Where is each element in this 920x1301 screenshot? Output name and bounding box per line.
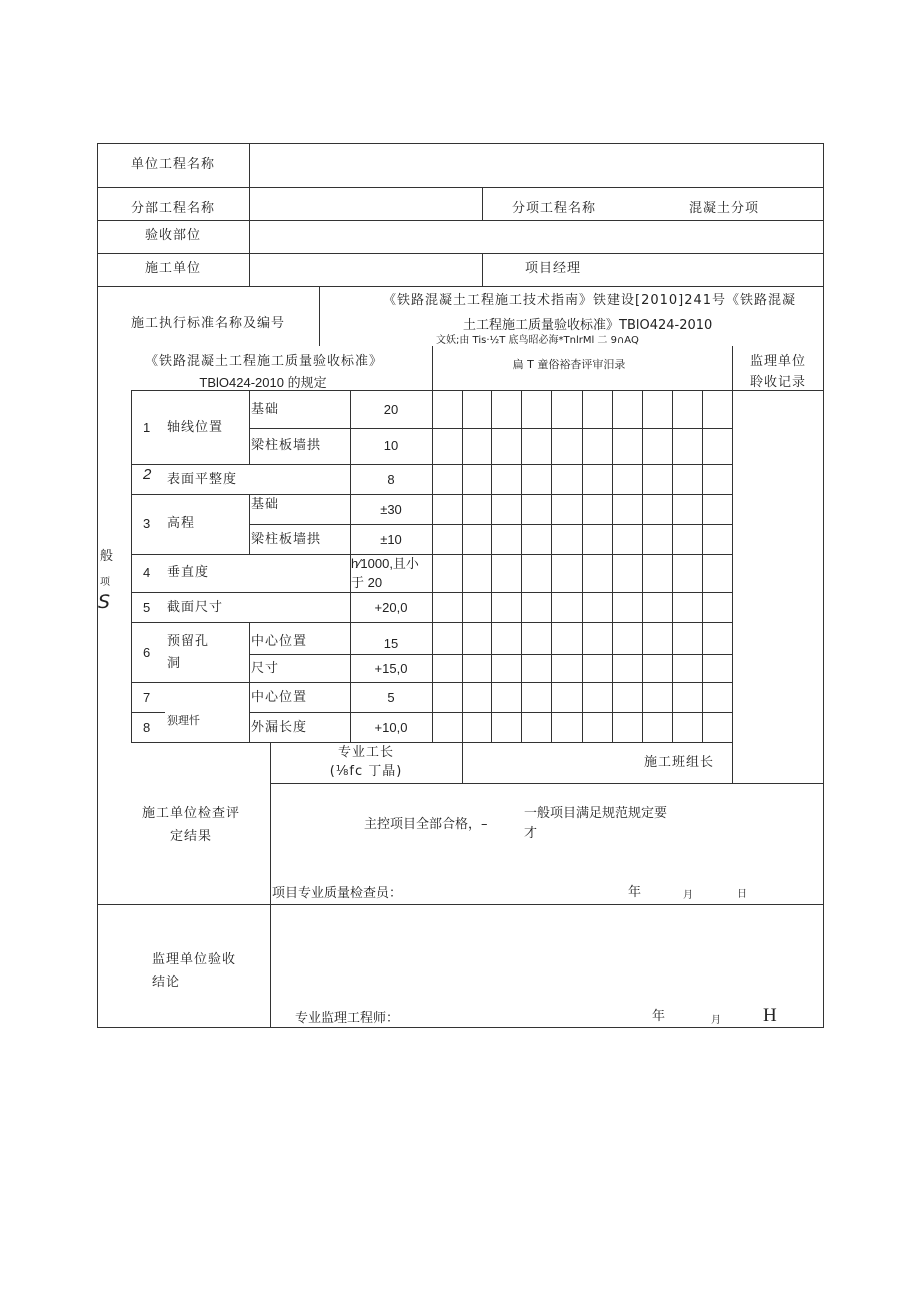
row8-val: +10,0 — [374, 720, 408, 735]
row3-no: 3 — [143, 516, 151, 531]
standard-label: 施工执行标准名称及编号 — [130, 316, 286, 331]
project-manager-label: 项目经理 — [524, 261, 582, 276]
spec-title-line1: 《铁路混凝土工程施工质量验收标准》 — [144, 354, 384, 369]
row8-sub: 外漏长度 — [251, 720, 308, 735]
row8-no: 8 — [143, 720, 151, 735]
row3-sub-a: 基础 — [251, 497, 280, 512]
unit-check-result-part2: 一般项目满足规范规定要 — [524, 806, 668, 821]
row6-sub-b: 尺寸 — [251, 661, 280, 676]
supervision-conclusion-label-line1: 监理单位验收 — [152, 952, 237, 967]
supervision-conclusion-label-line2: 结论 — [152, 975, 181, 990]
item-project-label: 分项工程名称 — [511, 201, 597, 216]
unit-check-year: 年 — [628, 885, 643, 900]
unit-check-result-part3: 才 — [524, 826, 539, 841]
row6-val-a: 15 — [383, 636, 399, 651]
row6-val-b: +15,0 — [374, 661, 408, 676]
unit-check-day: 日 — [737, 889, 747, 900]
supervision-record-line2: 聆收记录 — [749, 375, 807, 390]
row7-no: 7 — [143, 690, 151, 705]
record-header: 扁 T 童俗裕杳评审汨录 — [512, 358, 626, 371]
row2-name: 表面平整度 — [167, 472, 238, 487]
supervision-year: 年 — [652, 1009, 667, 1024]
unit-check-month: 月 — [683, 890, 693, 901]
row5-val: +20,0 — [374, 600, 408, 615]
row4-val-line2: 于 20 — [351, 575, 383, 590]
general-items-label-3: S — [98, 591, 112, 613]
spec-title-line2: TBlO424-2010 的规定 — [199, 375, 327, 390]
row1-sub-a: 基础 — [251, 402, 280, 417]
foreman-label: 专业工长 — [337, 745, 395, 760]
row1-val-a: 20 — [383, 402, 399, 417]
row3-name: 高程 — [167, 516, 196, 531]
supervision-day: H — [763, 1005, 778, 1026]
supervision-engineer-label: 专业监理工程师： — [295, 1011, 400, 1026]
row4-no: 4 — [143, 565, 151, 580]
supervision-record-line1: 监理单位 — [749, 354, 807, 369]
standard-value-line1: 《铁路混凝土工程施工技术指南》铁建设[2010]241号《铁路混凝 — [383, 293, 797, 308]
construction-unit-label: 施工单位 — [144, 261, 202, 276]
row1-name: 轴线位置 — [167, 420, 224, 435]
row3-val-b: ±10 — [380, 532, 402, 547]
row1-sub-b: 梁柱板墙拱 — [251, 438, 322, 453]
row6-name-line1: 预留孔 — [167, 634, 210, 649]
standard-value-line2: 土工程施工质量验收标准》TBlO424-2010 — [463, 318, 713, 333]
row6-sub-a: 中心位置 — [251, 634, 308, 649]
row4-val-line1: h⁄1000,且小 — [351, 556, 419, 571]
unit-check-label-line1: 施工单位检查评 — [141, 806, 241, 821]
unit-check-label-line2: 定结果 — [169, 829, 213, 844]
general-items-label-2: 项 — [100, 577, 110, 588]
row1-no: 1 — [143, 420, 151, 435]
row7-val: 5 — [387, 690, 395, 705]
supervision-month: 月 — [711, 1015, 721, 1026]
row2-val: 8 — [387, 472, 395, 487]
row7-sub: 中心位置 — [251, 690, 308, 705]
row6-no: 6 — [143, 645, 151, 660]
row3-sub-b: 梁柱板墙拱 — [251, 532, 322, 547]
row5-no: 5 — [143, 600, 151, 615]
unit-project-label: 单位工程名称 — [130, 157, 216, 172]
row8-name: 狈理忏 — [167, 714, 200, 727]
general-items-label-1: 般 — [100, 549, 115, 564]
sub-project-label: 分部工程名称 — [130, 201, 216, 216]
foreman-name: (⅛fc 丁晶) — [329, 764, 403, 779]
row4-name: 垂直度 — [167, 565, 210, 580]
garbled-note: 文妖;由 Tis·½T 底鸟昭必海*TnlrMl 二 9∩AQ — [436, 335, 639, 346]
team-leader-label: 施工班组长 — [643, 755, 715, 770]
row5-name: 截面尺寸 — [167, 600, 224, 615]
inspection-part-label: 验收部位 — [144, 228, 202, 243]
item-project-value: 混凝土分项 — [688, 201, 760, 216]
unit-check-result-part1: 主控项目全部合格，– — [364, 817, 488, 832]
row2-no: 2 — [143, 466, 152, 483]
quality-inspector-label: 项目专业质量检查员： — [272, 886, 403, 901]
row6-name-line2: 洞 — [167, 656, 182, 671]
row3-val-a: ±30 — [380, 502, 402, 517]
row1-val-b: 10 — [383, 438, 399, 453]
